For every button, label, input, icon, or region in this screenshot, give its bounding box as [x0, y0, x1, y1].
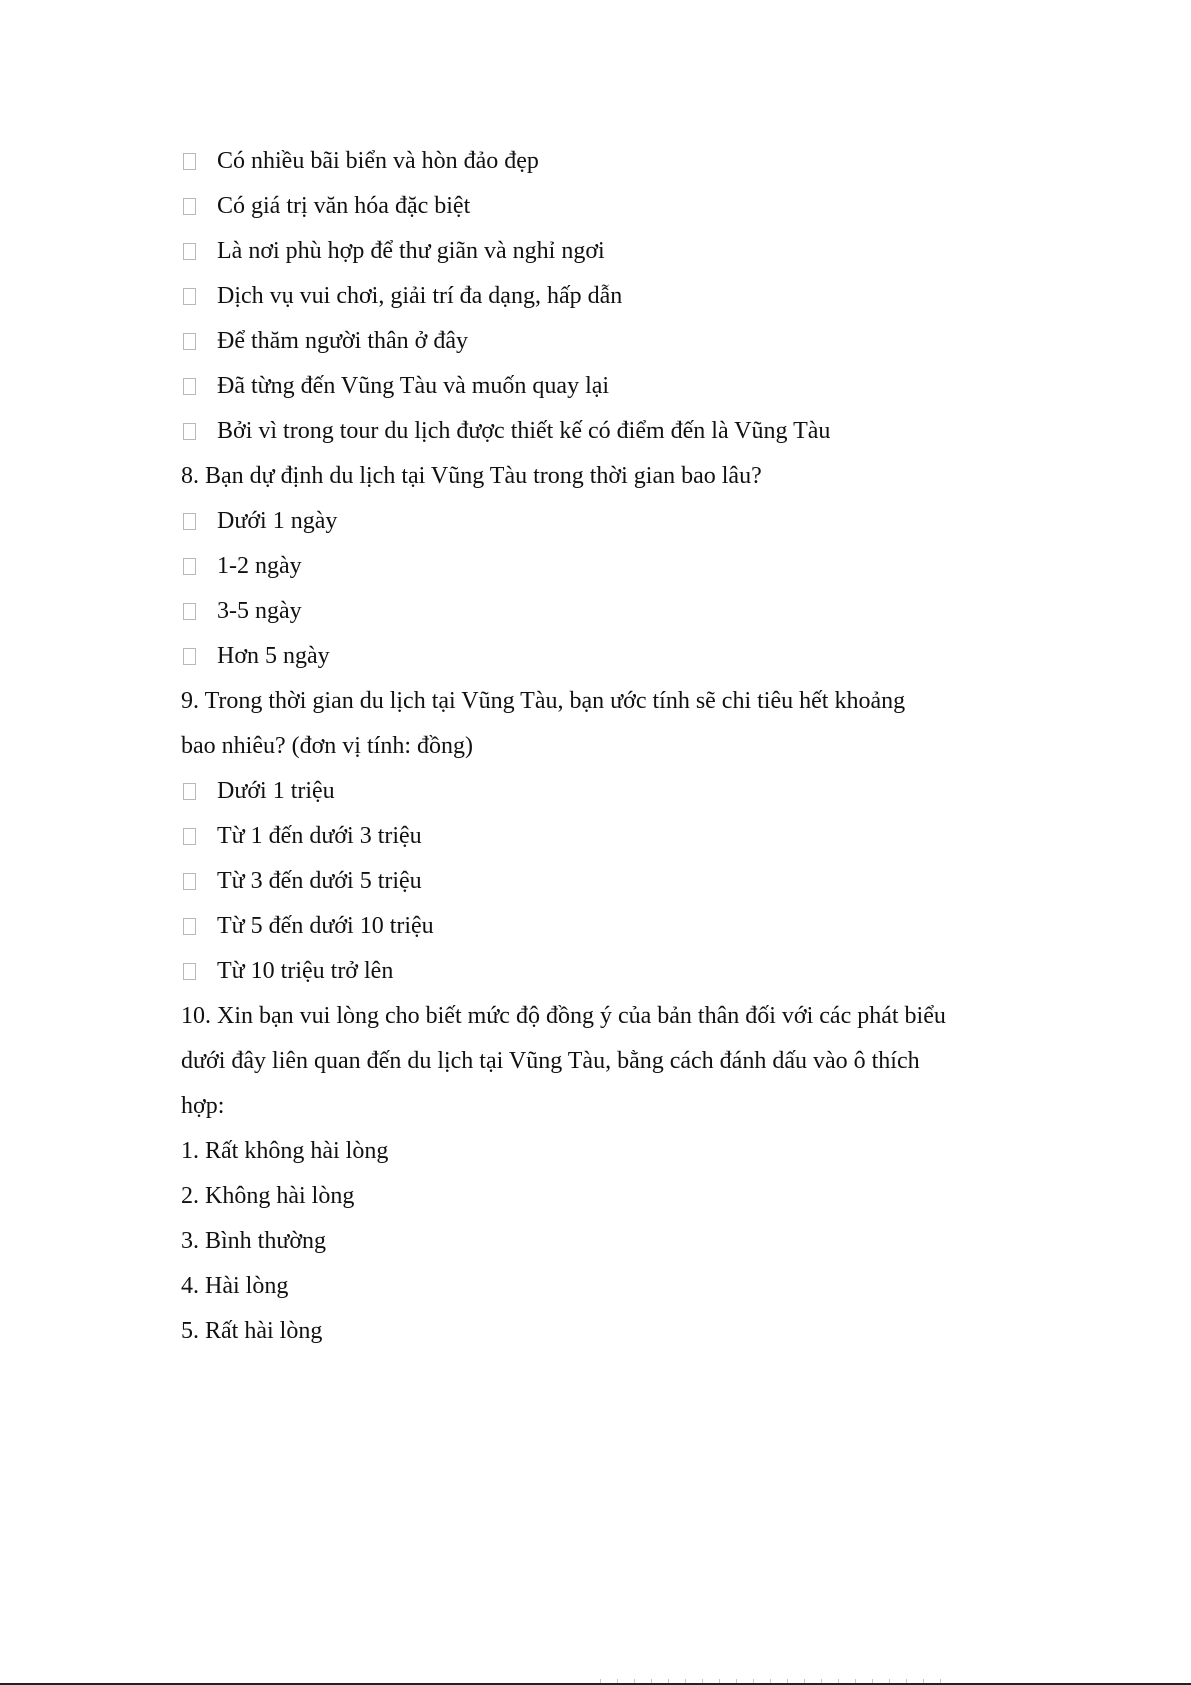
option-label: Đã từng đến Vũng Tàu và muốn quay lại: [217, 373, 610, 399]
question-9-line-2: bao nhiêu? (đơn vị tính: đồng): [181, 733, 473, 759]
option-label: Là nơi phù hợp để thư giãn và nghỉ ngơi: [217, 238, 605, 264]
question-10-line-3: hợp:: [181, 1093, 225, 1119]
checkbox-icon[interactable]: [183, 198, 196, 215]
scale-item-2: 2. Không hài lòng: [181, 1183, 355, 1209]
q9-option-2[interactable]: [181, 814, 1031, 859]
option-label: Dưới 1 triệu: [217, 778, 335, 804]
checkbox-icon[interactable]: [183, 378, 196, 395]
option-label: 3-5 ngày: [217, 598, 302, 624]
question-8: 8. Bạn dự định du lịch tại Vũng Tàu trong thời gian bao lâu?: [181, 463, 762, 489]
option-label: Có giá trị văn hóa đặc biệt: [217, 193, 471, 219]
survey-content: [181, 139, 1031, 1354]
option-label: Hơn 5 ngày: [217, 643, 330, 669]
reason-option-3[interactable]: [181, 229, 1031, 274]
scale-item-1: 1. Rất không hài lòng: [181, 1138, 389, 1164]
checkbox-icon[interactable]: [183, 648, 196, 665]
question-10-line-2: dưới đây liên quan đến du lịch tại Vũng Tàu, bằng cách đánh dấu vào ô thích: [181, 1048, 920, 1074]
reason-option-7[interactable]: [181, 409, 1031, 454]
question-10-line-1: 10. Xin bạn vui lòng cho biết mức độ đồng ý của bản thân đối với các phát biểu: [181, 1003, 946, 1029]
option-label: Từ 10 triệu trở lên: [217, 958, 394, 984]
checkbox-icon[interactable]: [183, 243, 196, 260]
checkbox-icon[interactable]: [183, 963, 196, 980]
q8-option-4[interactable]: [181, 634, 1031, 679]
checkbox-icon[interactable]: [183, 423, 196, 440]
q8-option-3[interactable]: [181, 589, 1031, 634]
checkbox-icon[interactable]: [183, 918, 196, 935]
checkbox-icon[interactable]: [183, 333, 196, 350]
checkbox-icon[interactable]: [183, 153, 196, 170]
q9-option-3[interactable]: [181, 859, 1031, 904]
option-label: Bởi vì trong tour du lịch được thiết kế có điểm đến là Vũng Tàu: [217, 418, 831, 444]
checkbox-icon[interactable]: [183, 558, 196, 575]
option-label: 1-2 ngày: [217, 553, 302, 579]
checkbox-icon[interactable]: [183, 288, 196, 305]
checkbox-icon[interactable]: [183, 828, 196, 845]
reason-option-1[interactable]: [181, 139, 1031, 184]
reason-option-2[interactable]: [181, 184, 1031, 229]
scale-item-3: 3. Bình thường: [181, 1228, 327, 1254]
question-9-line-1: 9. Trong thời gian du lịch tại Vũng Tàu, bạn ước tính sẽ chi tiêu hết khoảng: [181, 688, 906, 714]
reason-option-6[interactable]: [181, 364, 1031, 409]
option-label: Có nhiều bãi biển và hòn đảo đẹp: [217, 148, 539, 174]
reason-option-5[interactable]: [181, 319, 1031, 364]
scale-item-5: 5. Rất hài lòng: [181, 1318, 323, 1344]
option-label: Để thăm người thân ở đây: [217, 328, 469, 354]
option-label: Dịch vụ vui chơi, giải trí đa dạng, hấp dẫn: [217, 283, 623, 309]
q8-option-1[interactable]: [181, 499, 1031, 544]
checkbox-icon[interactable]: [183, 783, 196, 800]
q9-option-4[interactable]: [181, 904, 1031, 949]
option-label: Dưới 1 ngày: [217, 508, 338, 534]
checkbox-icon[interactable]: [183, 513, 196, 530]
checkbox-icon[interactable]: [183, 603, 196, 620]
q8-option-2[interactable]: [181, 544, 1031, 589]
option-label: Từ 3 đến dưới 5 triệu: [217, 868, 422, 894]
scale-item-4: 4. Hài lòng: [181, 1273, 289, 1299]
reason-option-4[interactable]: [181, 274, 1031, 319]
q9-option-5[interactable]: [181, 949, 1031, 994]
option-label: Từ 5 đến dưới 10 triệu: [217, 913, 434, 939]
q9-option-1[interactable]: [181, 769, 1031, 814]
checkbox-icon[interactable]: [183, 873, 196, 890]
option-label: Từ 1 đến dưới 3 triệu: [217, 823, 422, 849]
